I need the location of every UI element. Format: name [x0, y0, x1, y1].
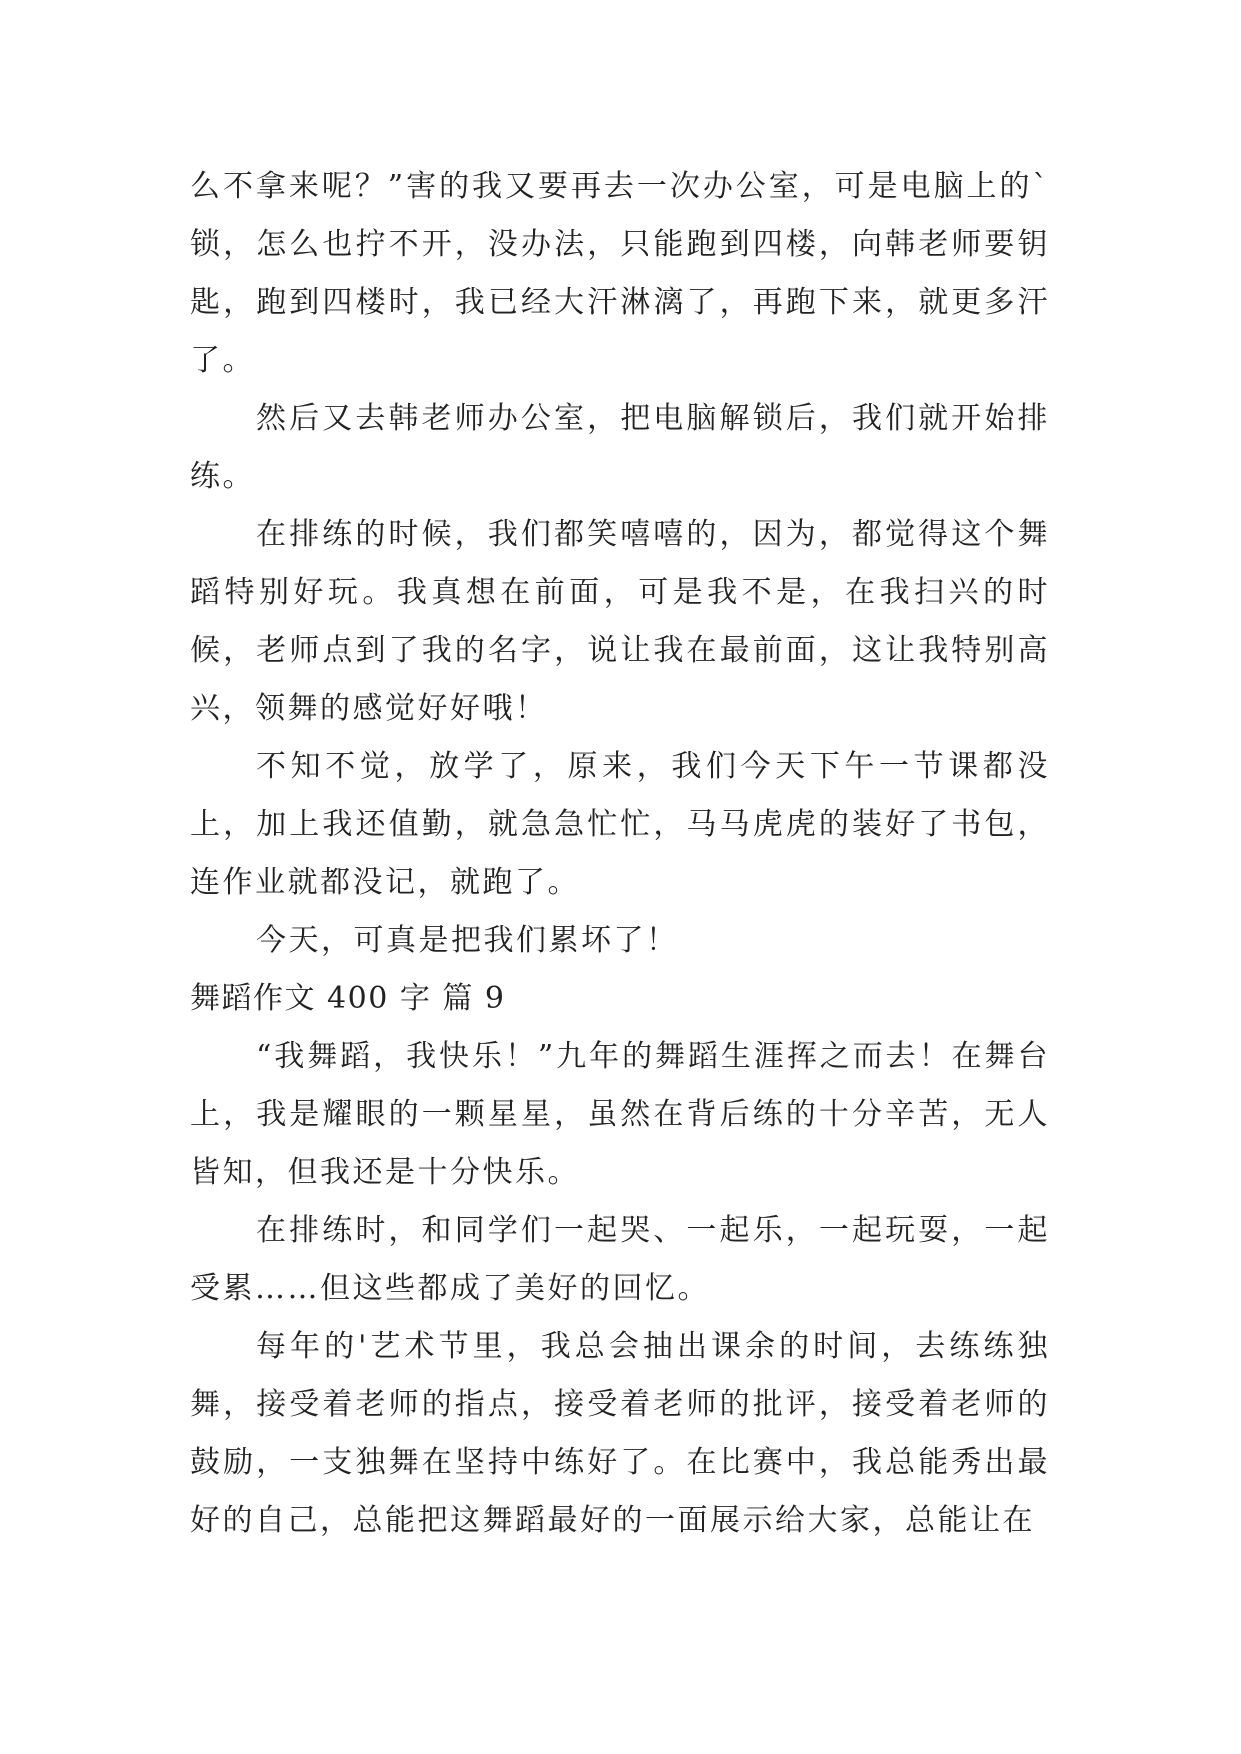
paragraph-rehearsal-memories: 在排练时，和同学们一起哭、一起乐，一起玩耍，一起受累……但这些都成了美好的回忆。 — [190, 1213, 1050, 1306]
paragraph-continuation: 么不拿来呢？”害的我又要再去一次办公室，可是电脑上的`锁，怎么也拧不开，没办法，只能跑到四楼，向韩老师要钥匙，跑到四楼时，我已经大汗淋漓了，再跑下来，就更多汗了。 — [190, 169, 1050, 378]
paragraph-after-school: 不知不觉，放学了，原来，我们今天下午一节课都没上，加上我还值勤，就急急忙忙，马马虎虎的装好了书包，连作业就都没记，就跑了。 — [190, 749, 1050, 900]
paragraph-rehearsal: 在排练的时候，我们都笑嘻嘻的，因为，都觉得这个舞蹈特别好玩。我真想在前面，可是我不是，在我扫兴的时候，老师点到了我的名字，说让我在最前面，这让我特别高兴，领舞的感觉好好哦！ — [190, 517, 1050, 726]
paragraph-conclusion: 今天，可真是把我们累坏了！ — [256, 923, 679, 958]
paragraph-dance-joy: “我舞蹈，我快乐！”九年的舞蹈生涯挥之而去！在舞台上，我是耀眼的一颗星星，虽然在背后练的十分辛苦，无人皆知，但我还是十分快乐。 — [190, 1039, 1050, 1190]
paragraph-art-festival: 每年的'艺术节里，我总会抽出课余的时间，去练练独舞，接受着老师的指点，接受着老师的批评，接受着老师的鼓励，一支独舞在坚持中练好了。在比赛中，我总能秀出最好的自己，总能把这舞蹈最好的一面展示给大家，总能让在 — [190, 1329, 1050, 1538]
paragraph-unlock-computer: 然后又去韩老师办公室，把电脑解锁后，我们就开始排练。 — [190, 401, 1050, 494]
section-heading: 舞蹈作文 400 字 篇 9 — [190, 981, 506, 1016]
document-body — [190, 158, 1050, 1550]
